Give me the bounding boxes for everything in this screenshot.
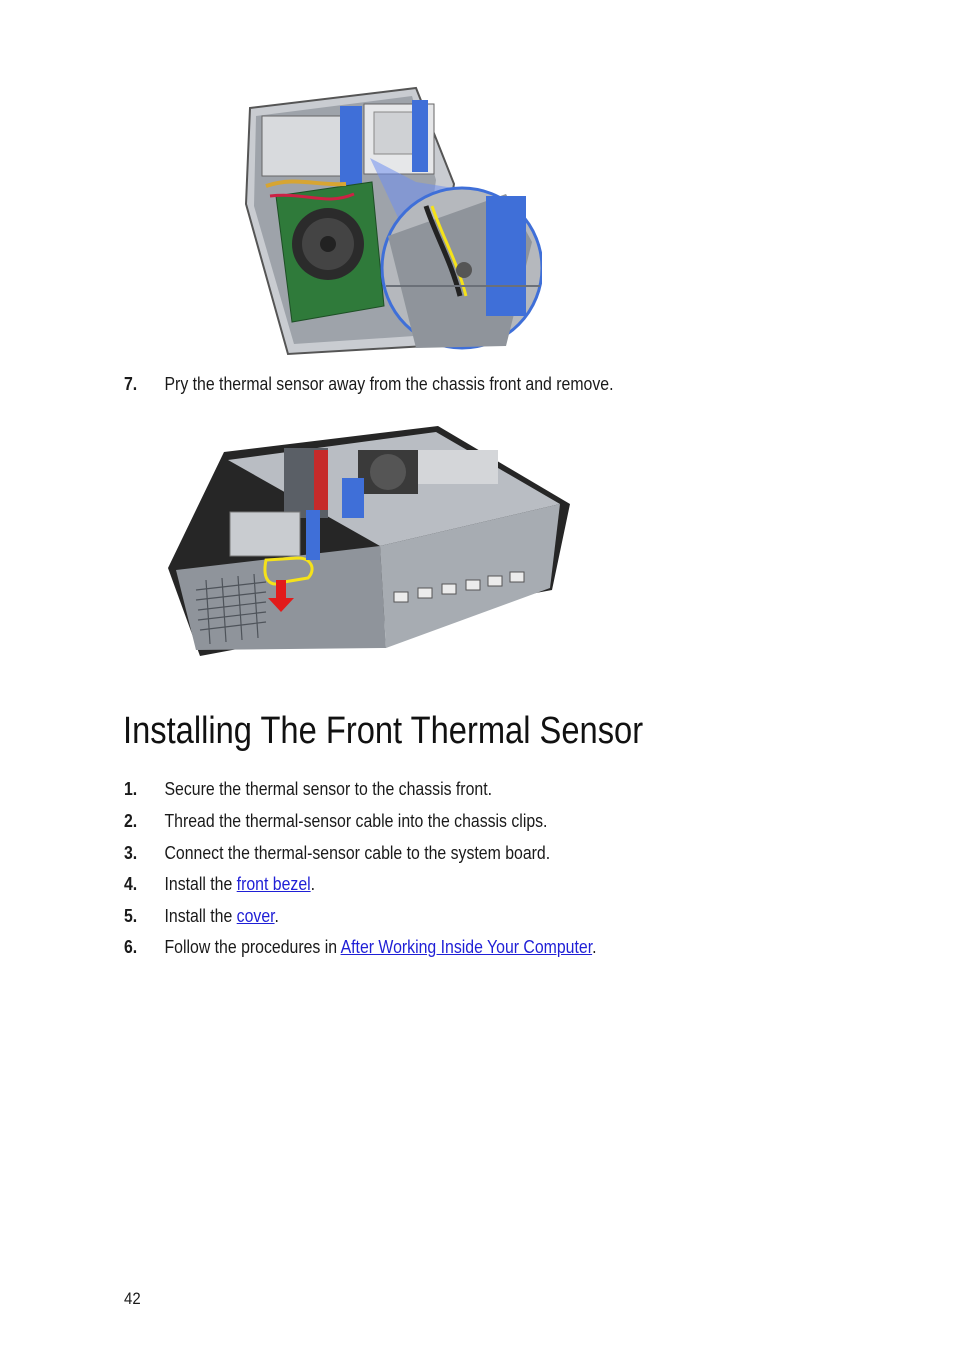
chassis-interior-figure: [236, 86, 542, 356]
step-text: Connect the thermal-sensor cable to the system board.: [164, 843, 551, 863]
step-number: 6.: [124, 937, 138, 957]
step-text-after: .: [592, 937, 597, 957]
step-text-before: Follow the procedures in: [164, 937, 341, 957]
prior-step-7: [124, 373, 613, 395]
step-number: 1.: [124, 779, 138, 799]
cover-link[interactable]: cover: [236, 906, 275, 926]
step-5: [124, 905, 279, 927]
chassis-front-illustration: [166, 420, 576, 660]
step-number: 3.: [124, 843, 138, 863]
chassis-front-figure: [166, 420, 576, 660]
step-number: 4.: [124, 874, 138, 894]
step-number: 7.: [124, 374, 138, 394]
step-text-after: .: [274, 906, 279, 926]
chassis-interior-illustration: [236, 86, 542, 356]
step-text: Secure the thermal sensor to the chassis front.: [164, 779, 493, 799]
after-working-inside-link[interactable]: After Working Inside Your Computer: [340, 937, 593, 957]
front-bezel-link[interactable]: front bezel: [236, 874, 311, 894]
step-1: [124, 778, 492, 800]
step-text: Thread the thermal-sensor cable into the chassis clips.: [164, 811, 548, 831]
step-3: [124, 842, 550, 864]
step-text: Pry the thermal sensor away from the chassis front and remove.: [164, 374, 614, 394]
step-number: 2.: [124, 811, 138, 831]
section-title: Installing The Front Thermal Sensor: [123, 710, 644, 752]
page-number: 42: [124, 1289, 141, 1308]
step-text-before: Install the: [164, 906, 237, 926]
step-6: [124, 936, 597, 958]
step-text-after: .: [310, 874, 316, 894]
step-number: 5.: [124, 906, 138, 926]
step-4: [124, 873, 315, 895]
step-text-before: Install the: [164, 874, 237, 894]
step-2: [124, 810, 547, 832]
